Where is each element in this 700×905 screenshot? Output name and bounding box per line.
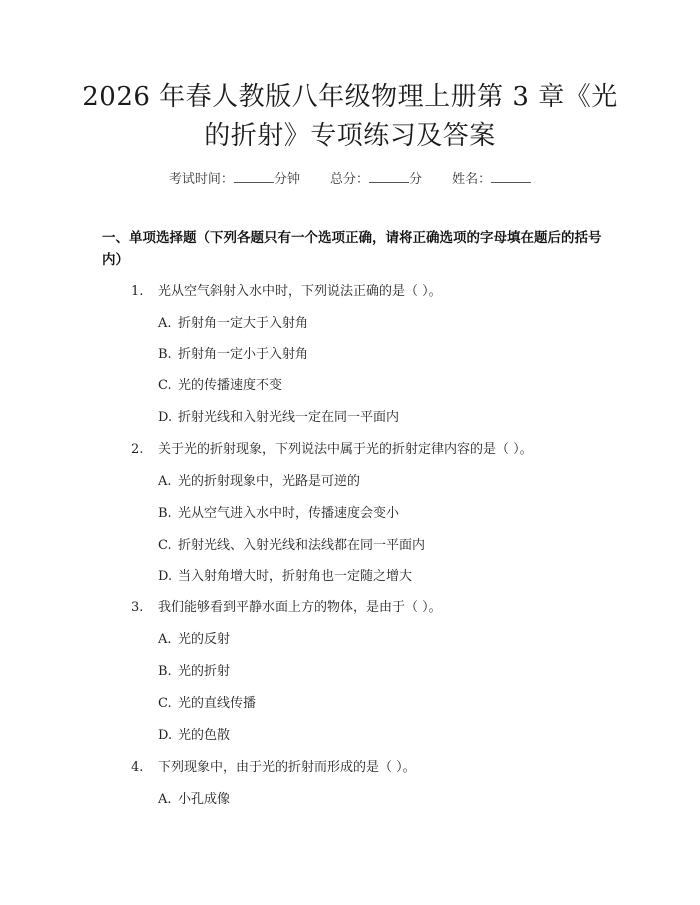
total-score-label: 总分： — [329, 172, 369, 187]
option-item — [158, 694, 256, 714]
option-text: 光从空气进入水中时，传播速度会变小 — [178, 506, 400, 521]
exam-time-unit: 分钟 — [273, 172, 300, 187]
option-letter: A. — [158, 632, 172, 647]
question-number: 2. — [131, 442, 144, 457]
option-letter: C. — [158, 538, 172, 553]
option-text: 光的反射 — [178, 632, 231, 647]
option-letter: B. — [158, 664, 172, 679]
option-item — [158, 376, 282, 396]
option-item — [158, 536, 425, 556]
option-text: 当入射角增大时，折射角也一定随之增大 — [178, 569, 413, 584]
option-item — [158, 472, 360, 492]
option-letter: B. — [158, 506, 172, 521]
option-letter: D. — [158, 410, 173, 425]
question-text: 光从空气斜射入水中时，下列说法正确的是（ ）。 — [158, 284, 442, 299]
option-item — [158, 314, 308, 334]
option-text: 光的折射 — [178, 664, 231, 679]
title-line-2: 的折射》专项练习及答案 — [204, 121, 496, 151]
option-text: 光的折射现象中，光路是可逆的 — [178, 474, 361, 489]
option-text: 小孔成像 — [178, 792, 231, 807]
total-score-unit: 分 — [409, 172, 423, 187]
option-item — [158, 345, 308, 365]
option-text: 折射角一定小于入射角 — [178, 347, 309, 362]
question-text: 关于光的折射现象，下列说法中属于光的折射定律内容的是（ ）。 — [158, 442, 533, 457]
option-letter: C. — [158, 696, 172, 711]
option-letter: A. — [158, 474, 172, 489]
option-item — [158, 790, 230, 810]
question-number: 3. — [131, 600, 144, 615]
option-text: 折射角一定大于入射角 — [178, 316, 309, 331]
title-line-1: 2026 年春人教版八年级物理上册第 3 章《光 — [82, 82, 618, 112]
option-item — [158, 630, 230, 650]
student-name-label: 姓名： — [452, 172, 492, 187]
question-number: 1. — [131, 284, 144, 299]
option-item — [158, 408, 399, 428]
option-letter: A. — [158, 792, 172, 807]
option-letter: B. — [158, 347, 172, 362]
question-text: 我们能够看到平静水面上方的物体，是由于（ ）。 — [158, 600, 442, 615]
option-item — [158, 504, 399, 524]
option-letter: D. — [158, 728, 173, 743]
option-letter: A. — [158, 316, 172, 331]
exam-time-label: 考试时间： — [168, 172, 234, 187]
question-number: 4. — [131, 760, 144, 775]
option-item — [158, 662, 230, 682]
question-text: 下列现象中，由于光的折射而形成的是（ ）。 — [158, 760, 416, 775]
option-text: 折射光线、入射光线和法线都在同一平面内 — [178, 538, 426, 553]
option-text: 折射光线和入射光线一定在同一平面内 — [178, 410, 400, 425]
option-text: 光的直线传播 — [178, 696, 257, 711]
option-text: 光的传播速度不变 — [178, 378, 283, 393]
option-text: 光的色散 — [178, 728, 231, 743]
option-letter: C. — [158, 378, 172, 393]
option-item — [158, 726, 230, 746]
option-letter: D. — [158, 569, 173, 584]
option-item — [158, 567, 412, 587]
section-heading: 一、单项选择题（下列各题只有一个选项正确，请将正确选项的字母填在题后的括号内） — [102, 230, 602, 268]
